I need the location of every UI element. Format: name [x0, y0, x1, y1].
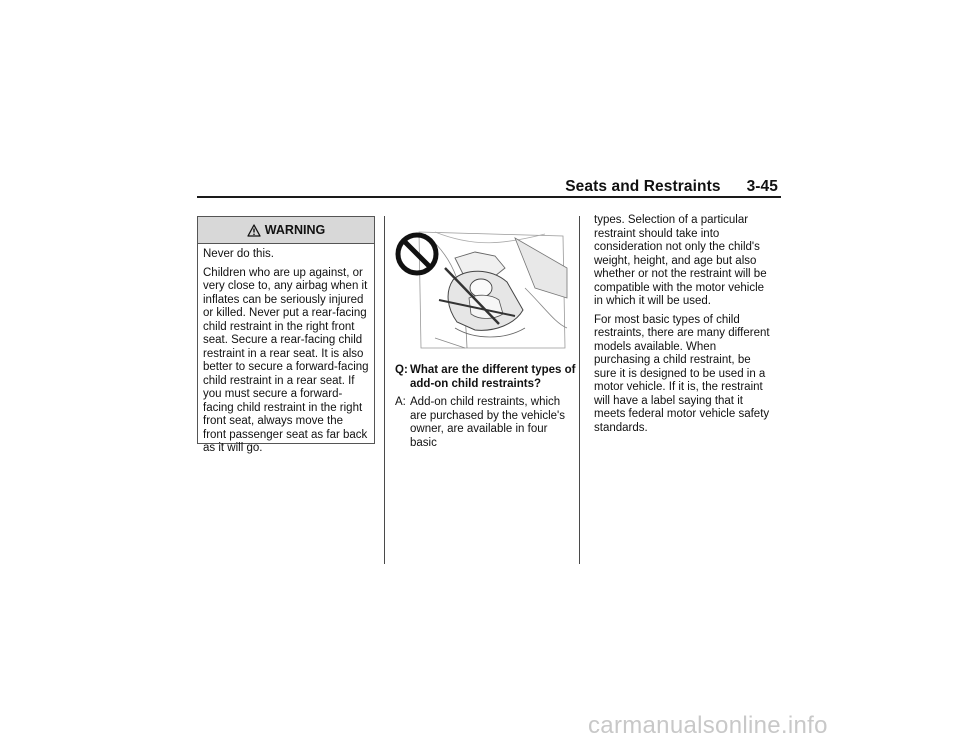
page-header: [197, 178, 778, 196]
warning-paragraph: Children who are up against, or very close to, any airbag when it inflates can be seriously injured or killed. Never put a rear-facing child restraint in the right front seat. Secure a rear-facing child restraint in a rear seat. It is also better to secure a forward-facing child restraint in a rear seat. If you must secure a forward-facing child restraint in the right front seat, always move the front passenger seat as far back as it will go.: [203, 266, 369, 454]
answer: [395, 396, 577, 450]
child-seat-illustration: [395, 228, 569, 350]
body-paragraph: For most basic types of child restraints, there are many different models available. When purchasing a child restraint, be sure it is designed to be used in a motor vehicle. If it is, the restraint will have a label saying that it meets federal motor vehicle safety standards.: [594, 313, 770, 434]
watermark: carmanualsonline.info: [588, 712, 828, 739]
warning-triangle-icon: [247, 224, 261, 237]
question-label: Q:: [395, 364, 408, 376]
header-rule: [197, 196, 781, 198]
answer-label: A:: [395, 396, 406, 408]
warning-header: [198, 217, 374, 244]
warning-title: WARNING: [264, 223, 326, 237]
question-text: What are the different types of add-on child restraints?: [410, 364, 576, 390]
question: [395, 364, 577, 391]
warning-body: [198, 244, 374, 456]
page-number: 3-45: [746, 178, 778, 195]
section-title: Seats and Restraints: [565, 178, 721, 195]
column-divider: [579, 216, 580, 564]
body-paragraph: types. Selection of a particular restraint should take into consideration not only the child's weight, height, and age but also whether or not the restraint will be compatible with the motor vehicle in which it will be used.: [594, 214, 767, 307]
column-divider: [384, 216, 385, 564]
text-column: [594, 214, 772, 440]
warning-paragraph: Never do this.: [203, 248, 274, 260]
prohibition-icon: [398, 235, 436, 273]
qa-column: [395, 364, 577, 455]
warning-box: [197, 216, 375, 454]
answer-text: Add-on child restraints, which are purchased by the vehicle's owner, are available in four basic: [410, 396, 565, 449]
